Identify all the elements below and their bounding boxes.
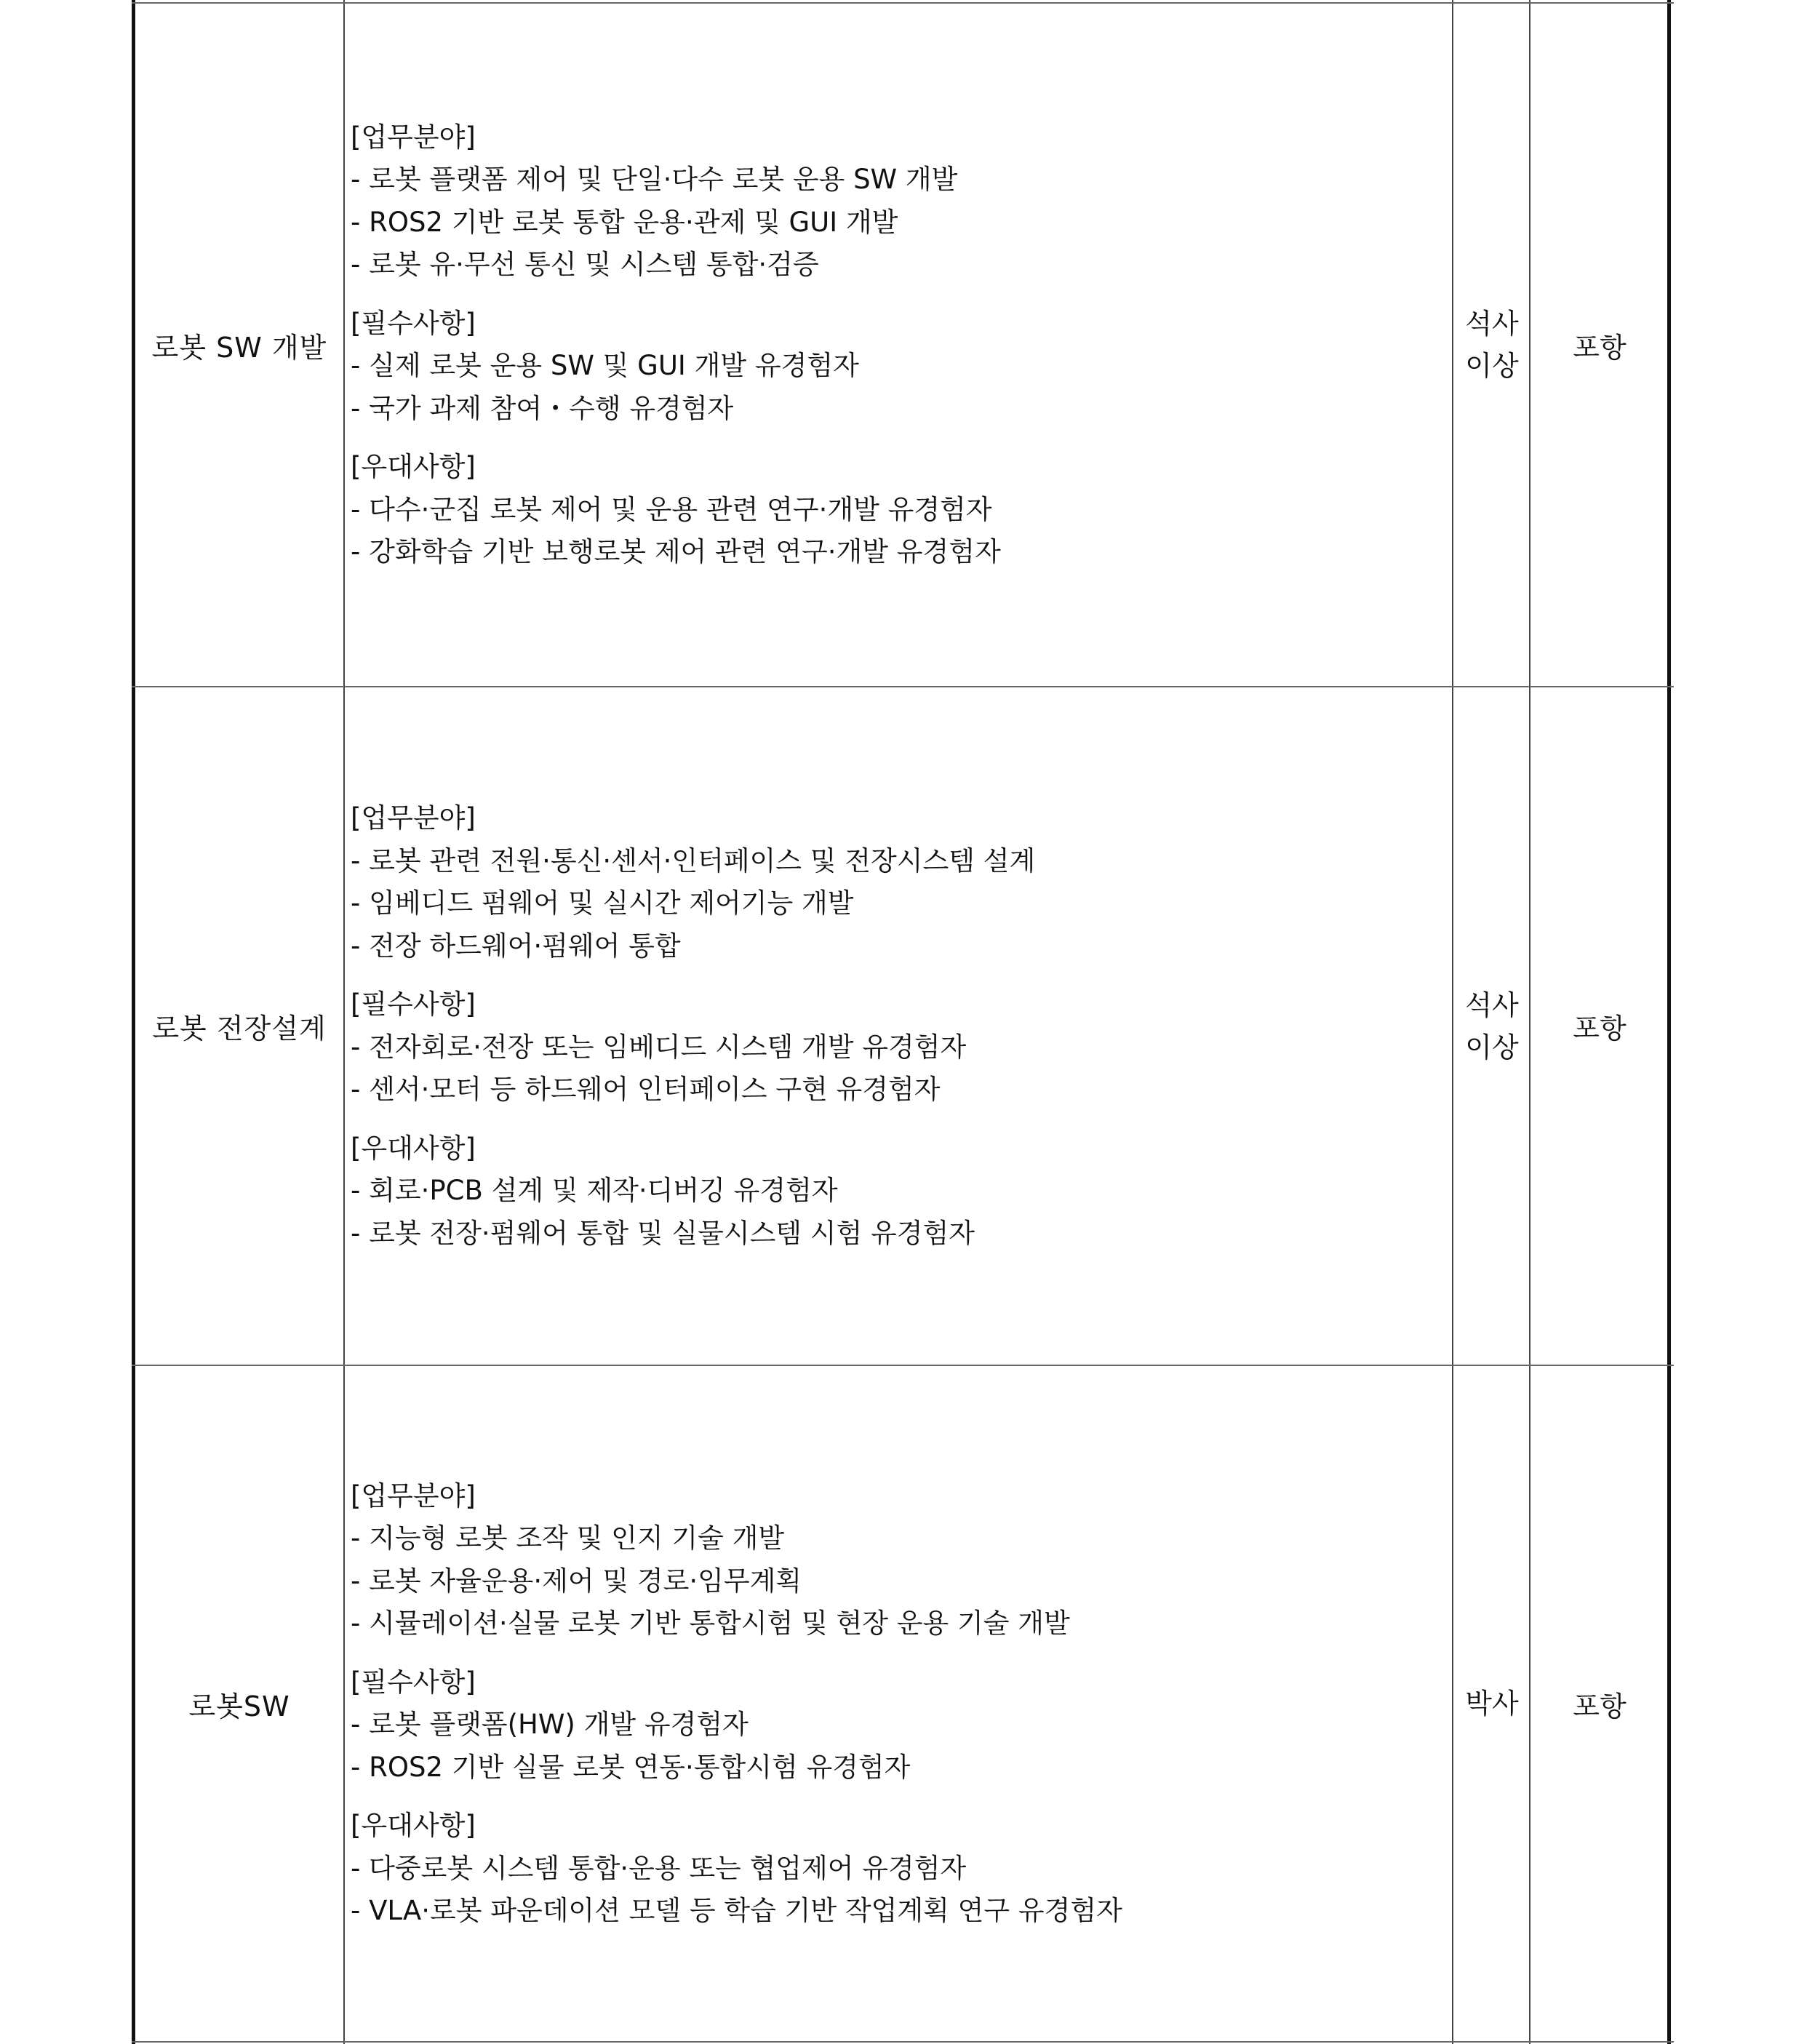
degree-text: 박사: [1465, 1688, 1519, 1720]
section-heading: [우대사항]: [351, 451, 476, 482]
work-location: 포항: [1573, 331, 1627, 364]
list-item: - 회로·PCB 설계 및 제작·디버깅 유경험자: [351, 1175, 838, 1206]
section-heading: [업무분야]: [351, 1480, 476, 1512]
list-item: - 로봇 전장·펌웨어 통합 및 실물시스템 시험 유경험자: [351, 1217, 975, 1249]
section-heading: [우대사항]: [351, 1132, 476, 1164]
table-row: [132, 4, 1674, 686]
table-row: [132, 687, 1674, 1365]
list-item: - 다중로봇 시스템 통합·운용 또는 협업제어 유경험자: [351, 1852, 967, 1884]
section-heading: [필수사항]: [351, 1666, 476, 1698]
work-location: 포항: [1573, 1690, 1627, 1722]
list-item: - 로봇 관련 전원·통신·센서·인터페이스 및 전장시스템 설계: [351, 845, 1036, 877]
degree-text: 이상: [1465, 1031, 1519, 1063]
work-location: 포항: [1573, 1013, 1627, 1045]
section-heading: [필수사항]: [351, 307, 476, 339]
list-item: - 로봇 자율운용·제어 및 경로·임무계획: [351, 1565, 802, 1597]
degree-requirement: [1454, 4, 1530, 686]
list-item: - VLA·로봇 파운데이션 모델 등 학습 기반 작업계획 연구 유경험자: [351, 1895, 1122, 1926]
field-name: 로봇 SW 개발: [151, 331, 327, 364]
list-item: - 다수·군집 로봇 제어 및 운용 관련 연구·개발 유경험자: [351, 493, 992, 525]
list-item: - ROS2 기반 실물 로봇 연동·통합시험 유경험자: [351, 1751, 911, 1783]
list-item: - 시뮬레이션·실물 로봇 기반 통합시험 및 현장 운용 기술 개발: [351, 1608, 1070, 1639]
table-row: [132, 1366, 1674, 2041]
degree-text: 석사: [1465, 308, 1519, 340]
section-heading: [필수사항]: [351, 989, 476, 1020]
list-item: - 센서·모터 등 하드웨어 인터페이스 구현 유경험자: [351, 1074, 941, 1105]
list-item: - 로봇 플랫폼 제어 및 단일·다수 로봇 운용 SW 개발: [351, 164, 958, 195]
job-description: [346, 4, 1452, 686]
field-name: 로봇 전장설계: [152, 1013, 327, 1045]
field-name: 로봇SW: [188, 1690, 290, 1722]
list-item: - 로봇 플랫폼(HW) 개발 유경험자: [351, 1709, 749, 1740]
degree-text: 석사: [1465, 989, 1519, 1021]
degree-requirement: [1454, 1366, 1530, 2041]
job-table: [132, 0, 1674, 2044]
list-item: - ROS2 기반 로봇 통합 운용·관제 및 GUI 개발: [351, 206, 898, 238]
row-divider: [132, 2041, 1674, 2043]
list-item: - 지능형 로봇 조작 및 인지 기술 개발: [351, 1522, 785, 1554]
list-item: - 전자회로·전장 또는 임베디드 시스템 개발 유경험자: [351, 1031, 967, 1063]
section-heading: [업무분야]: [351, 802, 476, 834]
list-item: - 실제 로봇 운용 SW 및 GUI 개발 유경험자: [351, 350, 859, 381]
section-heading: [업무분야]: [351, 121, 476, 153]
job-description: [346, 1366, 1452, 2041]
section-heading: [우대사항]: [351, 1810, 476, 1841]
degree-text: 이상: [1465, 350, 1519, 382]
list-item: - 강화학습 기반 보행로봇 제어 관련 연구·개발 유경험자: [351, 536, 1001, 567]
degree-requirement: [1454, 687, 1530, 1365]
list-item: - 로봇 유·무선 통신 및 시스템 통합·검증: [351, 249, 819, 280]
list-item: - 임베디드 펌웨어 및 실시간 제어기능 개발: [351, 887, 854, 919]
job-description: [346, 687, 1452, 1365]
list-item: - 전장 하드웨어·펌웨어 통합: [351, 930, 681, 962]
list-item: - 국가 과제 참여・수행 유경험자: [351, 392, 734, 424]
